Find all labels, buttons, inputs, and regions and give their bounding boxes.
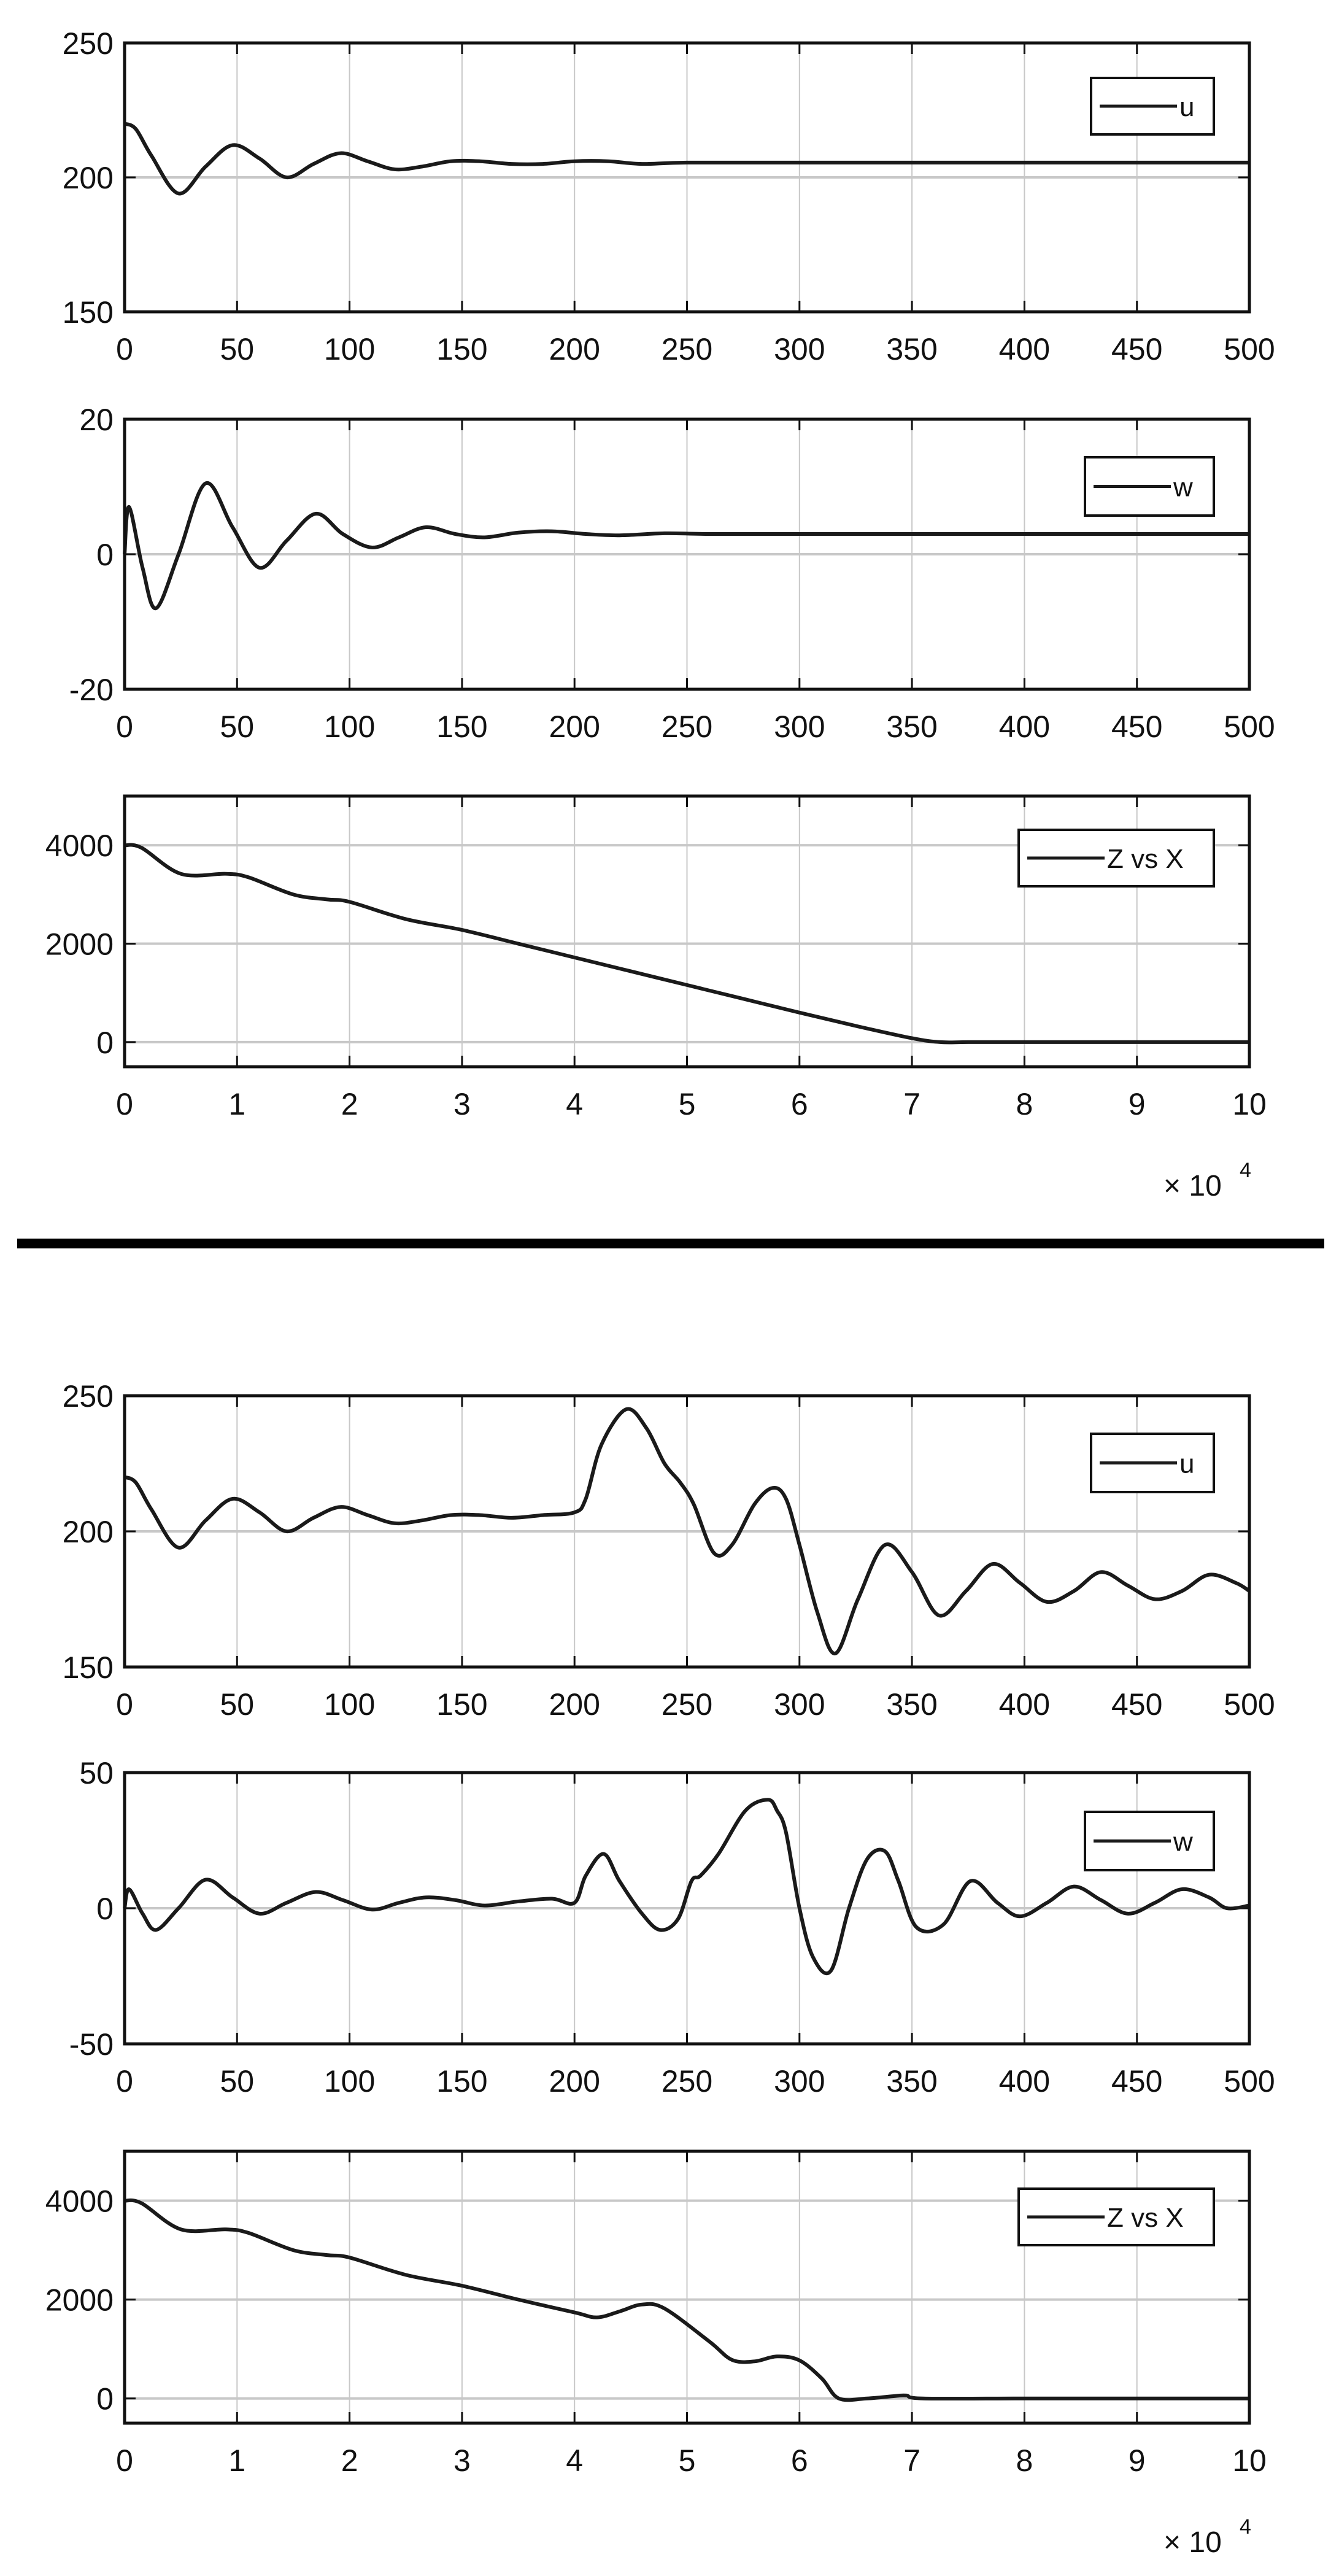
x-tick-label: 6 [790,1087,808,1121]
x-axis-exponent-power: 4 [1240,1159,1251,1182]
y-tick-label: 2000 [45,2283,114,2318]
y-tick-label: 150 [62,1650,114,1685]
section-divider [17,1239,1324,1248]
y-tick-label: 4000 [45,829,114,864]
y-tick-label: -20 [69,673,114,707]
x-tick-label: 1 [228,2443,246,2478]
x-tick-label: 500 [1224,1687,1275,1722]
legend-label: w [1173,472,1193,503]
x-tick-label: 7 [903,2443,921,2478]
x-tick-label: 5 [678,2443,696,2478]
x-tick-label: 300 [774,2064,825,2098]
x-tick-label: 450 [1111,1687,1163,1722]
x-tick-label: 2 [341,2443,358,2478]
y-tick-label: 0 [96,538,114,572]
x-tick-label: 100 [323,332,376,366]
legend [1091,1434,1214,1492]
x-tick-label: 2 [341,1087,358,1121]
x-tick-label: 4 [566,1087,584,1121]
x-tick-label: 250 [661,2064,713,2098]
legend-label: u [1179,92,1195,122]
x-tick-label: 9 [1128,1087,1146,1121]
legend [1019,2189,1214,2245]
x-axis-exponent-label: × 10 [1163,2526,1222,2559]
x-tick-label: 200 [549,710,600,744]
x-tick-label: 500 [1224,332,1275,366]
x-tick-label: 9 [1128,2443,1146,2478]
x-tick-label: 3 [453,1087,471,1121]
legend [1019,830,1214,886]
x-tick-label: 450 [1111,2064,1163,2098]
x-tick-label: 10 [1232,2443,1267,2478]
x-tick-label: 50 [220,332,255,366]
x-tick-label: 0 [116,1087,133,1121]
x-tick-label: 300 [774,1687,825,1722]
legend [1085,457,1214,516]
y-tick-label: 50 [79,1756,114,1790]
y-tick-label: 0 [96,2381,114,2416]
x-tick-label: 5 [678,1087,696,1121]
x-tick-label: 250 [661,1687,713,1722]
x-tick-label: 0 [116,332,133,366]
x-tick-label: 4 [566,2443,584,2478]
x-tick-label: 250 [661,332,713,366]
x-tick-label: 400 [998,2064,1051,2098]
y-tick-label: -50 [69,2027,114,2062]
x-tick-label: 3 [453,2443,471,2478]
x-tick-label: 250 [661,710,713,744]
x-tick-label: 400 [998,332,1051,366]
x-tick-label: 0 [116,2443,133,2478]
y-tick-label: 150 [62,295,114,330]
x-tick-label: 450 [1111,332,1163,366]
legend-label: Z vs X [1107,2203,1184,2233]
y-tick-label: 0 [96,1892,114,1926]
x-axis-exponent-power: 4 [1240,2515,1251,2539]
x-tick-label: 150 [436,2064,488,2098]
x-tick-label: 50 [220,2064,255,2098]
x-tick-label: 1 [228,1087,246,1121]
x-tick-label: 350 [886,332,938,366]
legend [1091,78,1214,134]
y-tick-label: 20 [79,403,114,437]
y-tick-label: 200 [62,161,114,195]
x-tick-label: 400 [998,710,1051,744]
x-tick-label: 10 [1232,1087,1267,1121]
x-tick-label: 100 [323,2064,376,2098]
x-tick-label: 300 [774,710,825,744]
x-tick-label: 150 [436,1687,488,1722]
legend [1085,1812,1214,1870]
x-tick-label: 350 [886,710,938,744]
x-tick-label: 200 [549,2064,600,2098]
x-tick-label: 500 [1224,710,1275,744]
x-tick-label: 7 [903,1087,921,1121]
y-tick-label: 200 [62,1515,114,1549]
x-tick-label: 450 [1111,710,1163,744]
x-tick-label: 350 [886,1687,938,1722]
x-tick-label: 0 [116,2064,133,2098]
y-tick-label: 250 [62,26,114,61]
x-tick-label: 150 [436,332,488,366]
x-tick-label: 200 [549,332,600,366]
x-tick-label: 400 [998,1687,1051,1722]
legend-label: u [1179,1449,1195,1479]
x-axis-exponent-label: × 10 [1163,1170,1222,1202]
x-tick-label: 100 [323,710,376,744]
y-tick-label: 0 [96,1025,114,1060]
y-tick-label: 4000 [45,2184,114,2219]
x-tick-label: 0 [116,1687,133,1722]
x-tick-label: 50 [220,710,255,744]
x-tick-label: 0 [116,710,133,744]
x-tick-label: 150 [436,710,488,744]
y-tick-label: 250 [62,1379,114,1414]
x-tick-label: 500 [1224,2064,1275,2098]
legend-label: w [1173,1827,1193,1857]
x-tick-label: 200 [549,1687,600,1722]
x-tick-label: 8 [1016,1087,1033,1121]
x-tick-label: 50 [220,1687,255,1722]
y-tick-label: 2000 [45,927,114,962]
legend-label: Z vs X [1107,844,1184,874]
x-tick-label: 350 [886,2064,938,2098]
x-tick-label: 6 [790,2443,808,2478]
x-tick-label: 300 [774,332,825,366]
x-tick-label: 100 [323,1687,376,1722]
x-tick-label: 8 [1016,2443,1033,2478]
